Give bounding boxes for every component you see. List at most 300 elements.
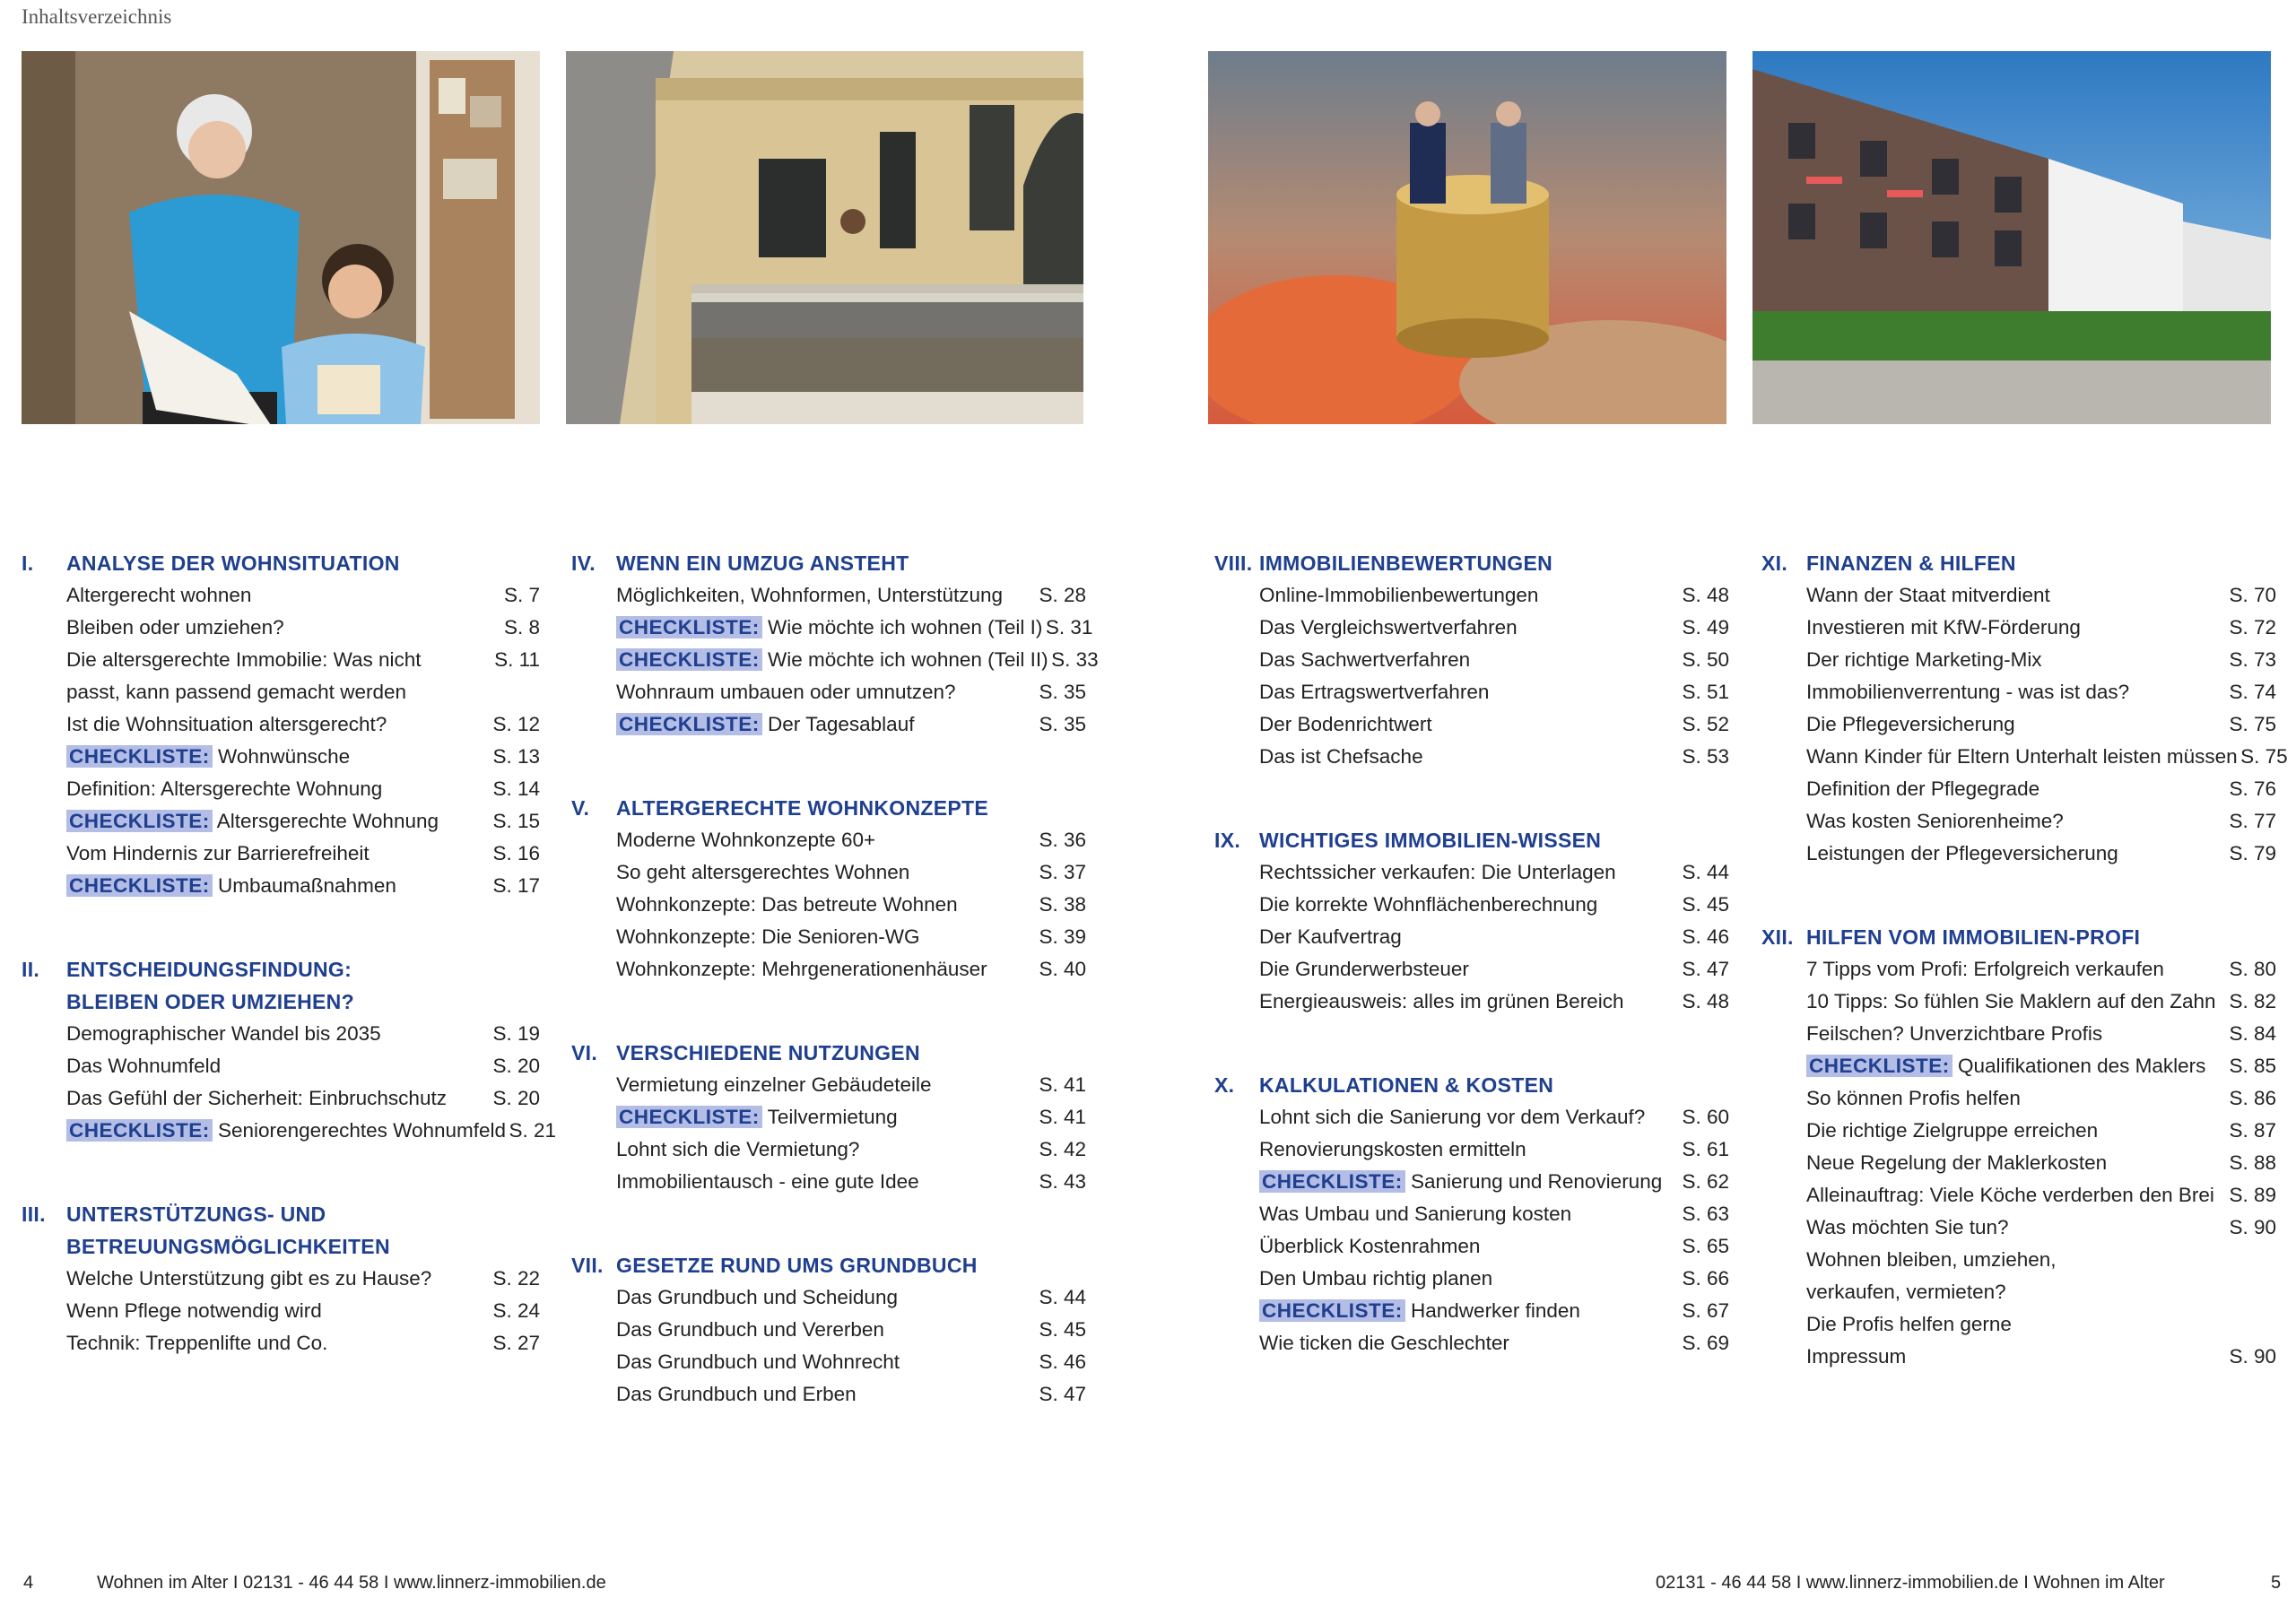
toc-entry-page: S. 15 xyxy=(492,810,540,832)
checklist-badge: CHECKLISTE: xyxy=(66,810,213,832)
footer-contact-right: 02131 - 46 44 58 I www.linnerz-immobilien.de I Wohnen im Alter xyxy=(1656,1573,2165,1593)
toc-entry-page: S. 13 xyxy=(492,745,540,768)
coins-figurines-photo xyxy=(1208,51,1726,424)
toc-entry xyxy=(22,805,540,838)
grandmother-child-photo xyxy=(22,51,540,424)
toc-entry-title: verkaufen, vermieten? xyxy=(1806,1281,2006,1303)
section-number: X. xyxy=(1214,1073,1235,1097)
toc-entry xyxy=(22,644,540,676)
toc-entry-title: Das Grundbuch und Erben xyxy=(616,1383,857,1405)
toc-entry-page: S. 84 xyxy=(2229,1022,2276,1045)
toc-entry-text xyxy=(571,579,1036,612)
section-number xyxy=(22,1230,66,1263)
toc-entry xyxy=(1214,579,1729,612)
toc-entry xyxy=(571,1069,1086,1101)
toc-entry xyxy=(1214,741,1729,773)
toc-entry xyxy=(1214,1230,1729,1263)
toc-entry-text xyxy=(22,1018,490,1050)
toc-section xyxy=(1761,547,2288,870)
toc-entry-text xyxy=(22,579,490,612)
toc-entry-text xyxy=(1761,1341,2226,1373)
toc-entry-text xyxy=(1214,889,1679,921)
toc-entry-title: Impressum xyxy=(1806,1345,1907,1368)
toc-entry-title: Wohnraum umbauen oder umnutzen? xyxy=(616,681,956,703)
section-heading xyxy=(571,547,1086,579)
toc-entry-title: Was kosten Seniorenheime? xyxy=(1806,810,2064,832)
toc-entry xyxy=(571,824,1086,856)
toc-entry-title: Das Grundbuch und Scheidung xyxy=(616,1286,898,1308)
toc-entry-text xyxy=(1761,1308,2226,1341)
toc-entry xyxy=(1761,579,2276,612)
toc-entry xyxy=(571,1133,1086,1166)
toc-entry-text xyxy=(571,824,1036,856)
toc-entry-text xyxy=(1214,921,1679,953)
toc-entry-title: Alleinauftrag: Viele Köche verderben den Brei xyxy=(1806,1184,2214,1206)
toc-entry xyxy=(1214,1133,1729,1166)
toc-entry-page: S. 73 xyxy=(2229,648,2276,671)
toc-entry xyxy=(1761,1050,2276,1082)
toc-entry-title: Das Ertragswertverfahren xyxy=(1259,681,1490,703)
toc-entry xyxy=(1214,708,1729,741)
checklist-badge: CHECKLISTE: xyxy=(66,874,213,897)
toc-entry-page: S. 46 xyxy=(1039,1350,1086,1373)
section-heading xyxy=(1214,824,1729,856)
toc-entry-text xyxy=(1214,741,1679,773)
toc-entry xyxy=(1761,986,2276,1018)
toc-entry xyxy=(22,1018,540,1050)
toc-entry-page: S. 27 xyxy=(492,1332,540,1354)
toc-entry-page: S. 11 xyxy=(494,648,540,671)
section-heading xyxy=(22,953,540,986)
toc-entry-text xyxy=(571,1346,1036,1378)
toc-entry xyxy=(22,1263,540,1295)
toc-entry-page: S. 79 xyxy=(2229,842,2276,864)
toc-section xyxy=(1214,1069,1729,1359)
toc-entry-page: S. 63 xyxy=(1682,1203,1729,1225)
toc-entry-title: Wann der Staat mitverdient xyxy=(1806,584,2050,606)
toc-entry xyxy=(1214,1198,1729,1230)
toc-section xyxy=(1214,824,1729,1018)
toc-entry-text xyxy=(1214,856,1679,889)
toc-entry-title: Lohnt sich die Vermietung? xyxy=(616,1138,860,1160)
toc-entry xyxy=(571,953,1086,986)
toc-entry xyxy=(571,612,1093,644)
toc-entry-page: S. 37 xyxy=(1039,861,1086,883)
toc-section xyxy=(1761,921,2276,1373)
toc-entry-text xyxy=(22,1115,506,1147)
toc-entry-page: S. 45 xyxy=(1682,893,1729,916)
toc-entry xyxy=(22,1050,540,1082)
toc-entry-text xyxy=(1761,1212,2226,1244)
toc-entry xyxy=(1761,1212,2276,1244)
toc-entry-title: Was möchten Sie tun? xyxy=(1806,1216,2009,1238)
toc-section xyxy=(571,792,1086,986)
toc-entry-text xyxy=(571,644,1048,676)
toc-entry-page xyxy=(490,676,540,708)
toc-entry-title: Definition: Altersgerechte Wohnung xyxy=(66,777,383,800)
toc-entry-text xyxy=(1214,1263,1679,1295)
toc-entry-page: S. 12 xyxy=(492,713,540,735)
section-title: KALKULATIONEN & KOSTEN xyxy=(1259,1073,1554,1097)
toc-entry-page: S. 36 xyxy=(1039,829,1086,851)
toc-entry-text xyxy=(1761,644,2226,676)
toc-entry-text xyxy=(22,1082,490,1115)
section-title: ANALYSE DER WOHNSITUATION xyxy=(66,551,400,575)
toc-entry-title: 10 Tipps: So fühlen Sie Maklern auf den Zahn xyxy=(1806,990,2216,1012)
toc-entry-title: Bleiben oder umziehen? xyxy=(66,616,284,638)
toc-entry-text xyxy=(571,1166,1036,1198)
toc-entry-page: S. 80 xyxy=(2229,958,2276,980)
toc-entry-text xyxy=(22,741,490,773)
toc-entry-title: Vom Hindernis zur Barrierefreiheit xyxy=(66,842,370,864)
toc-entry xyxy=(1214,644,1729,676)
toc-entry-page: S. 8 xyxy=(503,616,540,638)
footer-page-number-left: 4 xyxy=(23,1573,34,1593)
toc-entry-title: Welche Unterstützung gibt es zu Hause? xyxy=(66,1267,432,1290)
toc-entry xyxy=(571,579,1086,612)
toc-entry-page: S. 24 xyxy=(492,1299,540,1322)
toc-entry-page: S. 66 xyxy=(1682,1267,1729,1290)
toc-entry-page: S. 47 xyxy=(1039,1383,1086,1405)
footer-contact-left: Wohnen im Alter I 02131 - 46 44 58 I www.linnerz-immobilien.de xyxy=(97,1573,606,1593)
toc-entry-text xyxy=(571,676,1036,708)
toc-entry-title: Umbaumaßnahmen xyxy=(218,874,396,897)
toc-entry xyxy=(571,1166,1086,1198)
toc-entry xyxy=(1761,1179,2276,1212)
toc-entry-title: Wenn Pflege notwendig wird xyxy=(66,1299,322,1322)
toc-entry-text xyxy=(1761,612,2226,644)
toc-entry xyxy=(1214,1101,1729,1133)
toc-entry-title: Vermietung einzelner Gebäudeteile xyxy=(616,1073,932,1096)
toc-entry-text xyxy=(1214,644,1679,676)
checklist-badge: CHECKLISTE: xyxy=(616,1106,762,1128)
toc-entry-title: Das Vergleichswertverfahren xyxy=(1259,616,1518,638)
section-title: GESETZE RUND UMS GRUNDBUCH xyxy=(616,1254,978,1277)
toc-entry-title: Energieausweis: alles im grünen Bereich xyxy=(1259,990,1624,1012)
toc-entry-title: Wie möchte ich wohnen (Teil I) xyxy=(768,616,1043,638)
toc-entry-title: 7 Tipps vom Profi: Erfolgreich verkaufen xyxy=(1806,958,2164,980)
toc-entry-page: S. 35 xyxy=(1039,713,1086,735)
checklist-badge: CHECKLISTE: xyxy=(616,616,762,638)
toc-entry-title: Immobilienverrentung - was ist das? xyxy=(1806,681,2130,703)
toc-entry-page: S. 76 xyxy=(2229,777,2276,800)
toc-entry-page: S. 50 xyxy=(1682,648,1729,671)
section-title: VERSCHIEDENE NUTZUNGEN xyxy=(616,1041,920,1064)
checklist-badge: CHECKLISTE: xyxy=(616,648,762,671)
toc-entry-title: Leistungen der Pflegeversicherung xyxy=(1806,842,2118,864)
toc-entry-page: S. 70 xyxy=(2229,584,2276,606)
footer-page-number-right: 5 xyxy=(2271,1573,2282,1593)
toc-entry-title: Die korrekte Wohnflächenberechnung xyxy=(1259,893,1598,916)
section-title: UNTERSTÜTZUNGS- UND xyxy=(66,1203,326,1226)
toc-entry xyxy=(22,676,540,708)
section-number: IX. xyxy=(1214,829,1241,852)
section-title: ENTSCHEIDUNGSFINDUNG: xyxy=(66,958,352,981)
toc-entry-text xyxy=(1761,1147,2226,1179)
toc-entry-text xyxy=(1761,1082,2226,1115)
toc-entry xyxy=(571,1314,1086,1346)
toc-entry xyxy=(22,870,540,902)
toc-entry-page: S. 45 xyxy=(1039,1318,1086,1341)
toc-entry xyxy=(1761,1276,2276,1308)
section-number: I. xyxy=(22,551,34,575)
toc-entry-page: S. 7 xyxy=(503,584,540,606)
checklist-badge: CHECKLISTE: xyxy=(1259,1299,1405,1322)
toc-entry-title: Handwerker finden xyxy=(1411,1299,1580,1322)
toc-entry xyxy=(571,1101,1086,1133)
toc-entry-text xyxy=(571,889,1036,921)
toc-entry xyxy=(1761,1341,2276,1373)
toc-entry-text xyxy=(571,921,1036,953)
toc-entry xyxy=(1761,1018,2276,1050)
toc-entry xyxy=(571,644,1099,676)
toc-entry-text xyxy=(1214,1133,1679,1166)
toc-entry-title: Wie möchte ich wohnen (Teil II) xyxy=(768,648,1048,671)
toc-section xyxy=(22,1198,540,1359)
toc-entry xyxy=(22,1327,540,1359)
section-heading xyxy=(22,986,540,1018)
checklist-badge: CHECKLISTE: xyxy=(1806,1055,1952,1077)
toc-entry-page: S. 75 xyxy=(2240,745,2288,768)
toc-entry-page: S. 21 xyxy=(509,1119,557,1142)
toc-entry-title: Das Sachwertverfahren xyxy=(1259,648,1471,671)
toc-entry-title: Das Wohnumfeld xyxy=(66,1055,222,1077)
toc-entry xyxy=(1761,805,2276,838)
toc-entry-text xyxy=(1761,805,2226,838)
toc-entry-title: Das Grundbuch und Vererben xyxy=(616,1318,884,1341)
toc-entry-text xyxy=(1761,708,2226,741)
section-heading xyxy=(1761,547,2276,579)
toc-entry xyxy=(571,889,1086,921)
toc-entry-page: S. 14 xyxy=(492,777,540,800)
section-heading xyxy=(571,1037,1086,1069)
toc-entry xyxy=(1761,1308,2276,1341)
toc-column-3 xyxy=(1214,547,1729,1411)
toc-entry xyxy=(22,1295,540,1327)
toc-entry-title: Technik: Treppenlifte und Co. xyxy=(66,1332,328,1354)
toc-entry-page: S. 44 xyxy=(1039,1286,1086,1308)
toc-entry xyxy=(1214,1327,1729,1359)
toc-entry xyxy=(571,676,1086,708)
toc-entry xyxy=(1214,1263,1729,1295)
toc-entry-title: Was Umbau und Sanierung kosten xyxy=(1259,1203,1572,1225)
toc-entry xyxy=(1214,1166,1729,1198)
toc-entry-page: S. 67 xyxy=(1682,1299,1729,1322)
section-title: ALTERGERECHTE WOHNKONZEPTE xyxy=(616,796,988,820)
toc-entry-title: Das ist Chefsache xyxy=(1259,745,1423,768)
toc-entry xyxy=(1761,612,2276,644)
toc-entry-title: Der Bodenrichtwert xyxy=(1259,713,1432,735)
toc-entry-text xyxy=(1761,1276,2226,1308)
toc-entry-text xyxy=(1761,676,2226,708)
toc-entry-page: S. 19 xyxy=(492,1022,540,1045)
toc-entry-text xyxy=(22,870,490,902)
toc-entry-page: S. 33 xyxy=(1051,648,1099,671)
toc-entry-text xyxy=(1214,1295,1679,1327)
section-heading xyxy=(1761,921,2276,953)
toc-entry-page: S. 41 xyxy=(1039,1106,1086,1128)
toc-entry-title: Wohnkonzepte: Die Senioren-WG xyxy=(616,925,920,948)
toc-entry-page: S. 77 xyxy=(2229,810,2276,832)
toc-entry-title: Der Tagesablauf xyxy=(768,713,915,735)
toc-entry-page: S. 38 xyxy=(1039,893,1086,916)
toc-column-2 xyxy=(571,547,1099,1462)
toc-entry xyxy=(1761,741,2288,773)
toc-entry-title: Investieren mit KfW-Förderung xyxy=(1806,616,2081,638)
toc-entry xyxy=(22,1115,557,1147)
toc-entry-text xyxy=(1214,953,1679,986)
toc-entry-text xyxy=(571,612,1042,644)
toc-entry-text xyxy=(1761,986,2226,1018)
toc-entry-page: S. 51 xyxy=(1682,681,1729,703)
toc-entry xyxy=(22,612,540,644)
toc-column-1 xyxy=(22,547,557,1411)
toc-entry-page: S. 60 xyxy=(1682,1106,1729,1128)
toc-entry-text xyxy=(1761,953,2226,986)
toc-entry-page: S. 20 xyxy=(492,1087,540,1109)
toc-entry-title: Feilschen? Unverzichtbare Profis xyxy=(1806,1022,2103,1045)
toc-entry-title: Altergerecht wohnen xyxy=(66,584,252,606)
toc-entry xyxy=(571,708,1086,741)
toc-entry-title: Teilvermietung xyxy=(767,1106,898,1128)
toc-entry-text xyxy=(571,1378,1036,1411)
toc-entry-title: Online-Immobilienbewertungen xyxy=(1259,584,1539,606)
toc-entry-text xyxy=(1214,1327,1679,1359)
toc-entry-page: S. 17 xyxy=(492,874,540,897)
toc-entry-title: Wohnwünsche xyxy=(218,745,351,768)
toc-entry-title: Renovierungskosten ermitteln xyxy=(1259,1138,1526,1160)
toc-section xyxy=(22,547,540,902)
toc-entry-page xyxy=(2226,1276,2276,1308)
toc-entry-text xyxy=(22,1295,490,1327)
toc-entry xyxy=(571,1346,1086,1378)
toc-entry-text xyxy=(1214,708,1679,741)
section-heading xyxy=(22,547,540,579)
section-heading xyxy=(1214,1069,1729,1101)
toc-section xyxy=(571,1037,1086,1198)
section-number: V. xyxy=(571,796,590,820)
toc-entry-text xyxy=(1214,986,1679,1018)
toc-entry-text xyxy=(571,708,1036,741)
section-heading xyxy=(571,1249,1086,1281)
toc-entry-text xyxy=(1761,1244,2226,1276)
toc-entry-text xyxy=(22,676,490,708)
toc-entry xyxy=(1761,773,2276,805)
toc-entry-page: S. 65 xyxy=(1682,1235,1729,1257)
toc-entry xyxy=(1214,612,1729,644)
toc-entry-page: S. 40 xyxy=(1039,958,1086,980)
section-number: VI. xyxy=(571,1041,598,1064)
toc-entry-text xyxy=(1761,579,2226,612)
toc-entry xyxy=(22,708,540,741)
toc-entry-page: S. 53 xyxy=(1682,745,1729,768)
section-title: HILFEN VOM IMMOBILIEN-PROFI xyxy=(1806,925,2141,949)
toc-entry-title: Das Gefühl der Sicherheit: Einbruchschutz xyxy=(66,1087,447,1109)
toc-entry xyxy=(1761,1082,2276,1115)
toc-entry-title: Lohnt sich die Sanierung vor dem Verkauf? xyxy=(1259,1106,1646,1128)
section-number: XI. xyxy=(1761,551,1788,575)
toc-entry-page: S. 48 xyxy=(1682,990,1729,1012)
toc-entry-title: Den Umbau richtig planen xyxy=(1259,1267,1493,1290)
section-title: BLEIBEN ODER UMZIEHEN? xyxy=(66,990,354,1013)
toc-entry-page: S. 74 xyxy=(2229,681,2276,703)
toc-entry-text xyxy=(1761,773,2226,805)
toc-entry-title: Möglichkeiten, Wohnformen, Unterstützung xyxy=(616,584,1004,606)
toc-column-4 xyxy=(1761,547,2288,1424)
checklist-badge: CHECKLISTE: xyxy=(616,713,762,735)
toc-entry-page: S. 89 xyxy=(2229,1184,2276,1206)
palace-balcony-photo xyxy=(566,51,1083,424)
toc-entry-title: Qualifikationen des Maklers xyxy=(1958,1055,2206,1077)
checklist-badge: CHECKLISTE: xyxy=(1259,1170,1405,1193)
toc-entry-page: S. 75 xyxy=(2229,713,2276,735)
toc-entry-text xyxy=(22,1050,490,1082)
toc-entry-text xyxy=(1214,579,1679,612)
toc-entry-page: S. 39 xyxy=(1039,925,1086,948)
toc-entry xyxy=(1761,953,2276,986)
checklist-badge: CHECKLISTE: xyxy=(66,1119,213,1142)
toc-entry-page: S. 52 xyxy=(1682,713,1729,735)
toc-entry xyxy=(1761,1147,2276,1179)
section-heading xyxy=(1214,547,1729,579)
toc-entry-title: Altersgerechte Wohnung xyxy=(216,810,439,832)
section-title: WICHTIGES IMMOBILIEN-WISSEN xyxy=(1259,829,1602,852)
toc-entry-title: Wohnkonzepte: Das betreute Wohnen xyxy=(616,893,958,916)
toc-entry xyxy=(1761,1244,2276,1276)
section-number: II. xyxy=(22,958,40,981)
toc-entry-text xyxy=(1761,1115,2226,1147)
toc-entry-title: Wann Kinder für Eltern Unterhalt leisten müssen xyxy=(1806,745,2238,768)
toc-entry-title: Sanierung und Renovierung xyxy=(1411,1170,1663,1193)
toc-entry xyxy=(22,741,540,773)
toc-entry-page: S. 85 xyxy=(2229,1055,2276,1077)
toc-entry-title: Überblick Kostenrahmen xyxy=(1259,1235,1481,1257)
section-heading xyxy=(22,1230,540,1263)
toc-entry-page: S. 61 xyxy=(1682,1138,1729,1160)
section-heading xyxy=(571,792,1086,824)
toc-entry-title: Immobilientausch - eine gute Idee xyxy=(616,1170,919,1193)
toc-entry xyxy=(1214,856,1729,889)
toc-entry xyxy=(22,773,540,805)
toc-entry-title: Der Kaufvertrag xyxy=(1259,925,1402,948)
toc-entry-text xyxy=(571,953,1036,986)
toc-entry-text xyxy=(22,612,490,644)
toc-entry-page: S. 20 xyxy=(492,1055,540,1077)
toc-section xyxy=(1214,547,1729,773)
toc-entry-text xyxy=(1214,1101,1679,1133)
toc-entry-title: Moderne Wohnkonzepte 60+ xyxy=(616,829,876,851)
toc-entry-title: Der richtige Marketing-Mix xyxy=(1806,648,2042,671)
toc-entry-page: S. 43 xyxy=(1039,1170,1086,1193)
toc-entry-page: S. 88 xyxy=(2229,1151,2276,1174)
toc-entry xyxy=(1761,708,2276,741)
toc-entry-page: S. 44 xyxy=(1682,861,1729,883)
toc-entry-text xyxy=(22,838,490,870)
toc-entry-text xyxy=(22,1327,490,1359)
toc-entry xyxy=(1214,889,1729,921)
toc-entry-text xyxy=(1214,1230,1679,1263)
page-header-label: Inhaltsverzeichnis xyxy=(22,5,172,28)
toc-entry xyxy=(1214,676,1729,708)
toc-entry-title: Neue Regelung der Maklerkosten xyxy=(1806,1151,2108,1174)
toc-entry-text xyxy=(22,1263,490,1295)
toc-entry-text xyxy=(1214,1198,1679,1230)
toc-section xyxy=(571,547,1099,741)
toc-section xyxy=(571,1249,1086,1411)
section-number: VII. xyxy=(571,1254,604,1277)
toc-entry-page: S. 82 xyxy=(2229,990,2276,1012)
section-heading xyxy=(22,1198,540,1230)
